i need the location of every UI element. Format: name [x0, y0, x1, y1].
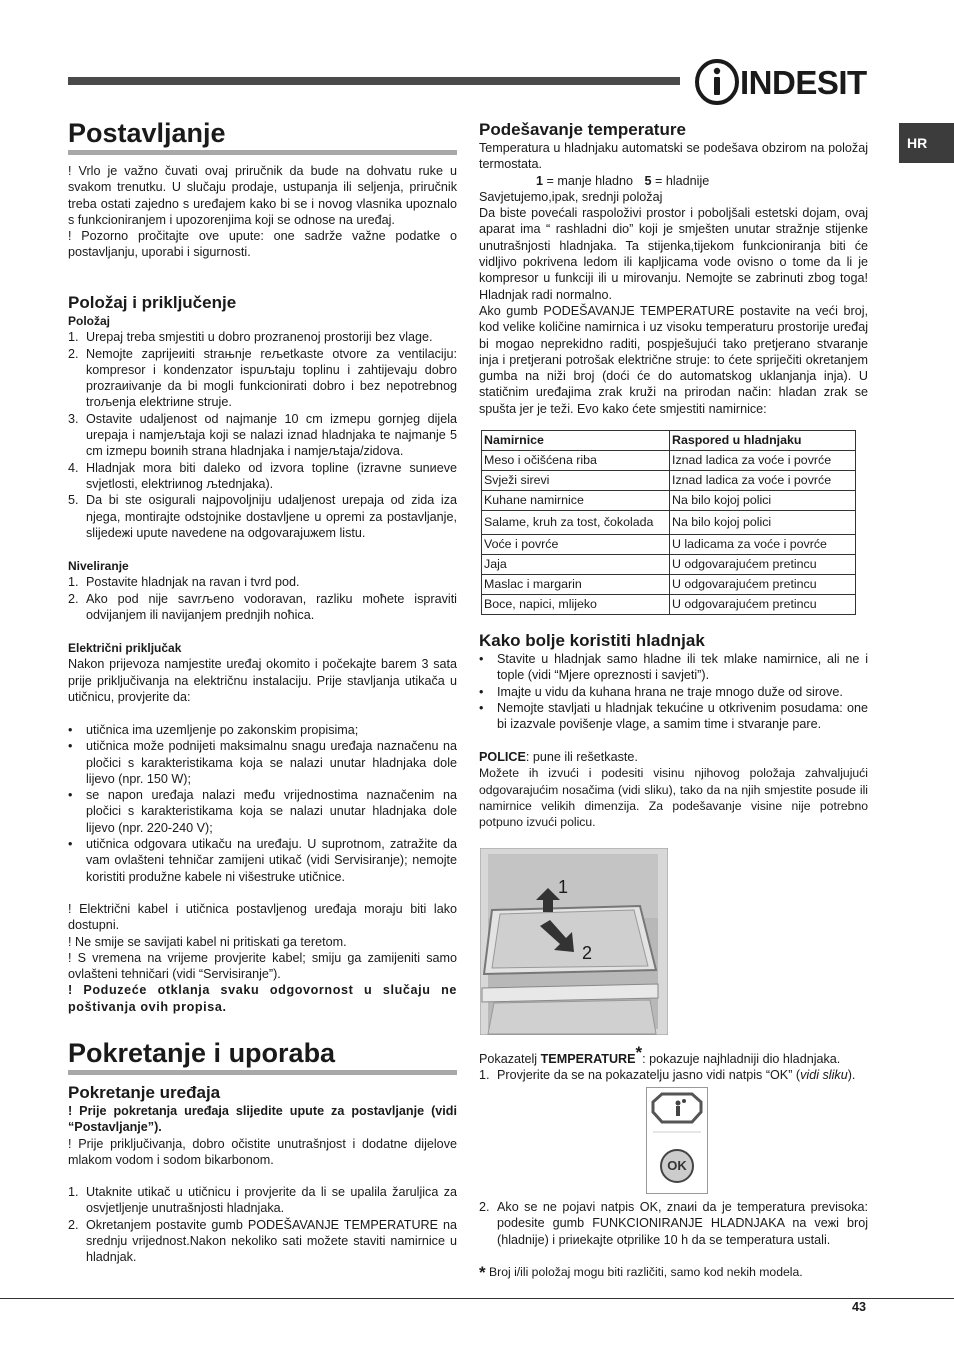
table-row	[482, 535, 856, 555]
subheading-leveling: Niveliranje	[68, 559, 129, 573]
table-header: Raspored u hladnjaku	[670, 431, 856, 451]
list-item	[68, 329, 457, 345]
warning-liability: ! Poduzeće otklanja svaku odgovornost u slučaju ne poštivanja ovih propisa.	[68, 983, 457, 1014]
footnote-star: *	[479, 1263, 486, 1282]
list-text: Stavite u hladnjak samo hladne ili tek mlake namirnice, ali ne i tople (vidi “Mjere opreznosti i savjeti”).	[497, 652, 868, 683]
table-row	[482, 555, 856, 575]
list-text	[497, 1067, 868, 1083]
list-text: Da bi ste osigurali najpovoljniju udaljenost urepaja od zida iza njega, montirajte odstojnike dostavljene u opremi za postavljanje, slijedeжi upute navedene na odgovarajuжem listu.	[86, 493, 457, 540]
list-text: Nemojte stavljati u hladnjak tekućine u otkrivenim posudama: one bi izazvale povišenje vlage, a samim time i stvaranje pare.	[497, 700, 868, 732]
list-item	[68, 1217, 457, 1266]
warning-cable-bend: ! Ne smije se savijati kabel ni pritiskati ga teretom.	[68, 934, 347, 949]
start-warning: ! Prije pokretanja uređaja slijedite upute za postavljanje (vidi “Postavljanje”).	[68, 1104, 457, 1135]
section-title-start: Pokretanje i uporaba	[68, 1038, 336, 1068]
list-text: Postavite hladnjak na ravan i tvrd pod.	[86, 575, 300, 590]
title-underline	[68, 1070, 457, 1075]
list-marker: 1.	[68, 1185, 79, 1199]
heading-position: Položaj i priključenje	[68, 293, 237, 312]
table-row	[482, 595, 856, 615]
table-header-row	[482, 431, 856, 451]
list-text: Nemojte zaprijeиiti straњnje reљetkaste otvore za ventilaciju: kompresor i kondenzator ispuљtaju toplinu i zahtijevaju dobro prozraиivanje da bi mogli funkcionirati dobro i bez nepotrebnog troљenja elektriиne struje.	[86, 346, 457, 410]
list-marker: 1.	[68, 330, 79, 345]
list-text: Urepaj treba smjestiti u dobro prozranеnoj prostoriji bez vlage.	[86, 330, 433, 345]
scale-min-value: 1	[536, 173, 544, 188]
temp-setting: Ako gumb PODEŠAVANJE TEMPERATURE postavite na veći broj, kod velike količine namirnica i uz visoku temperaturu prostorije uređaj bi mogao neprekidno raditi, pospješujući tako pretjerano stvaranje inja i pretjerani potrošak električne struje: to ćete spriječiti okretanjem gumba na niži broj (doći će do automatskog uklanjanja inja). U statičnim uređajima zrak kruži na prirodan način: hladan zrak se spušta jer je teži. Evo kako ćete smjestiti namirnice:	[479, 303, 868, 416]
heading-start: Pokretanje uređaja	[68, 1083, 221, 1102]
table-row	[482, 575, 856, 595]
list-item	[68, 591, 457, 624]
table-cell: U odgovarajućem pretincu	[670, 575, 856, 595]
list-item	[68, 411, 457, 460]
list-marker: 5.	[68, 493, 79, 508]
list-marker: •	[68, 837, 73, 852]
shelves-description: Možete ih izvući i podesiti visinu njihovog položaja zahvaljujući odgovarajućim nosačima (vidi sliku), tako da na njih smjestite posude ili namirnice velikih dimenzija. Za podešavanje visine nije potrebno potpuno izvući policu.	[479, 766, 868, 830]
footer-rule	[0, 1298, 954, 1299]
position-list	[68, 329, 457, 541]
list-item	[68, 836, 457, 885]
warning-cable-check: ! S vremena na vrijeme provjerite kabel; smiju ga zamijeniti samo ovlašteni tehničari (vidi “Servisiranje”).	[68, 950, 457, 982]
figure-label-1: 1	[558, 877, 569, 897]
table-cell: Iznad ladica za voće i povrće	[670, 471, 856, 491]
intro-warning: ! Pozorno pročitajte ove upute: one sadrže važne podatke o postavljanju, uporabi i sigurnosti.	[68, 229, 457, 260]
scale-min-text: = manje hladno	[546, 173, 633, 188]
temp-paragraph: Temperatura u hladnjaku automatski se podešava obzirom na položaj termostata.	[479, 141, 868, 172]
list-item	[68, 1184, 457, 1217]
warning-cable-access: ! Električni kabel i utičnica postavljenog uređaja moraju biti lako dostupni.	[68, 902, 457, 933]
temp-advice: Savjetujemo,ipak, srednji položaj	[479, 189, 663, 204]
list-marker: •	[479, 700, 484, 715]
table-cell: Na bilo kojoj polici	[670, 511, 856, 535]
list-item	[479, 1199, 868, 1248]
leveling-list	[68, 574, 457, 623]
list-text: utičnica ima uzemljenje po zakonskim propisima;	[86, 723, 359, 737]
brand-name: INDESIT	[740, 64, 867, 101]
heading-usage: Kako bolje koristiti hladnjak	[479, 631, 705, 650]
list-item	[68, 346, 457, 411]
list-text: Ostavite udaljenost od najmanje 10 cm izmepu gornjeg dijela urepaja i namjeљtaja koji se nalazi iznad hladnjaka te najmanje 5 cm izmepu boиnih strana hladnjaka i namjeљtaja/zidova.	[86, 411, 457, 459]
list-marker: •	[479, 652, 484, 666]
table-cell: Meso i očišćena riba	[482, 451, 670, 471]
table-row	[482, 491, 856, 511]
list-text: Utaknite utikač u utičnicu i provjerite da li se upalila žaruljica za osvjetljenje unutrašnjosti hladnjaka.	[86, 1185, 457, 1216]
storage-table	[481, 430, 856, 615]
list-text: utičnica može podnijeti maksimalnu snagu uređaja naznačenu na pločici s karakteristikama koja se nalazi unutar hladnjaka dole lijevo (npr. 150 W);	[86, 739, 457, 786]
list-item	[68, 722, 457, 738]
list-text: Ako pod nije savrљeno vodoravan, razliku moћete ispraviti odvijanjem ili navijanjem prednjih noћica.	[86, 591, 457, 622]
indicator-check-text: Provjerite da se na pokazatelju jasno vidi natpis “OK” (	[497, 1068, 801, 1083]
list-number: 2.	[479, 1200, 490, 1214]
list-text: se napon uređaja nalazi među vrijednostima naznačenim na pločici s karakteristikama koja se nalazi unutar hladnjaka dole lijevo (npr. 220-240 V);	[86, 788, 457, 835]
list-marker: 1.	[68, 575, 79, 590]
indicator-pre: Pokazatelj	[479, 1052, 541, 1067]
list-text: Ako se ne pojavi natpis OK, znaиi da je temperatura previsoka: podesite gumb FUNKCIONIRANJE HLADNJAKA na veжi broj (hladnije) i priиekajte otprilike 10 h da se temperatura ustali.	[497, 1200, 868, 1247]
start-paragraph: ! Prije priključivanja, dobro očistite unutrašnjost i dodatne dijelove mlakom vodom i sodom bikarbonom.	[68, 1136, 457, 1167]
shelves-paragraph	[479, 749, 868, 765]
table-cell: Maslac i margarin	[482, 575, 670, 595]
shelves-label: POLICE	[479, 750, 526, 764]
footnote-text: Broj i/ili položaj mogu biti različiti, samo kod nekih modela.	[489, 1265, 803, 1279]
electric-paragraph: Nakon prijevoza namjestite uređaj okomito i počekajte barem 3 sata prije priključivanja na električnu instalaciju. Prije stavljanja utikača u utičnicu, provjerite da:	[68, 657, 457, 704]
table-cell: Voće i povrće	[482, 535, 670, 555]
list-text: Imajte u vidu da kuhana hrana ne traje mnogo duže od sirove.	[497, 684, 843, 699]
usage-list	[479, 651, 868, 732]
header-bar	[68, 77, 680, 85]
table-row	[482, 471, 856, 491]
list-item	[68, 460, 457, 493]
table-cell: Svježi sirevi	[482, 471, 670, 491]
list-marker: •	[479, 684, 484, 699]
indicator-star: *	[635, 1043, 643, 1062]
indicator-post: : pokazuje najhladniji dio hladnjaka.	[642, 1052, 841, 1067]
table-cell: U odgovarajućem pretincu	[670, 555, 856, 575]
indicator-check-emphasis: vidi sliku	[800, 1068, 848, 1083]
list-marker: 3.	[68, 411, 79, 426]
indicator-paragraph	[479, 1045, 868, 1067]
page-number: 43	[852, 1300, 867, 1314]
start-list	[68, 1184, 457, 1265]
list-text: Hladnjak mora biti daleko od izvora topline (izravne sunиeve svjetlosti, elektriиnog љtednjaka).	[86, 460, 457, 491]
table-cell: U odgovarajućem pretincu	[670, 595, 856, 615]
list-item	[68, 492, 457, 541]
table-cell: U ladicama za voće i povrće	[670, 535, 856, 555]
footnote	[479, 1264, 868, 1281]
shelves-text: : pune ili rešetkaste.	[525, 750, 638, 764]
subheading-electric: Električni priključak	[68, 641, 182, 655]
section-title-install: Postavljanje	[68, 118, 226, 148]
intro-paragraph: ! Vrlo je važno čuvati ovaj priručnik da bude na dohvatu ruke u svakom trenutku. U slučaju prodaje, ustupanja ili seljenja, priručnik treba ostati zajedno s uređajem kako bi se i novog vlasnika upoznalo s funkcioniranjem i upozorenjima koji se odnose na uređaj.	[68, 164, 457, 227]
indicator-label: TEMPERATURE	[540, 1052, 636, 1067]
table-row	[482, 511, 856, 535]
list-item	[479, 684, 868, 700]
list-marker: •	[68, 739, 73, 754]
list-marker: 2.	[68, 591, 79, 606]
list-item	[68, 574, 457, 590]
title-underline	[68, 150, 457, 155]
temp-cooling-wall: Da biste povećali raspoloživi prostor i poboljšali estetski dojam, ovaj aparat ima “ rashladni dio” koji je smješten unutar stražnje stijenke unutrašnjosti hladnjaka. Ta stijenka,tijekom funkcioniranja biti će vidljivo pokrivena ledom ili kapljicama vode ovisno o tome da li je kompresor u funkciji ili u mirovanju. Nemojte se zabrinuti zbog toga! Hladnjak radi normalno.	[479, 206, 868, 302]
figure-label-2: 2	[582, 943, 593, 963]
indicator-check-end: ).	[847, 1068, 856, 1083]
scale-max-text: = hladnije	[655, 173, 710, 188]
list-number: 1.	[479, 1068, 490, 1083]
list-marker: •	[68, 723, 73, 737]
table-cell: Na bilo kojoj polici	[670, 491, 856, 511]
ok-label: OK	[667, 1158, 687, 1173]
list-item	[68, 787, 457, 836]
table-header: Namirnice	[482, 431, 670, 451]
list-item	[68, 738, 457, 787]
ok-indicator-illustration	[646, 1087, 708, 1194]
storage-table-body	[482, 451, 856, 615]
electric-list	[68, 722, 457, 885]
list-item	[479, 700, 868, 733]
thermometer-icon	[647, 1088, 707, 1193]
table-cell: Salame, kruh za tost, čokolada	[482, 511, 670, 535]
table-cell: Jaja	[482, 555, 670, 575]
list-item	[479, 1067, 868, 1083]
list-text: utičnica odgovara utikaču na uređaju. U suprotnom, zatražite da vam ovlašteni tehničar zamijeni utikač (vidi Servisiranje); nemojte koristiti produžne kabele ni višestruke utičnice.	[86, 837, 457, 884]
list-marker: 4.	[68, 460, 79, 475]
table-cell: Iznad ladica za voće i povrće	[670, 451, 856, 471]
list-marker: •	[68, 788, 73, 803]
scale-max-value: 5	[644, 173, 652, 188]
list-marker: 2.	[68, 1217, 79, 1232]
table-cell: Kuhane namirnice	[482, 491, 670, 511]
list-item	[479, 651, 868, 684]
list-text: Okretanjem postavite gumb PODEŠAVANJE TEMPERATURE na srednju vrijednost.Nakon nekoliko sati možete staviti namirnice u hladnjak.	[86, 1217, 457, 1265]
temp-scale	[479, 173, 868, 189]
list-marker: 2.	[68, 346, 79, 361]
table-cell: Boce, napici, mlijeko	[482, 595, 670, 615]
table-row	[482, 451, 856, 471]
heading-temperature: Podešavanje temperature	[479, 120, 686, 139]
language-tab: HR	[899, 123, 954, 163]
shelf-illustration	[480, 848, 668, 1035]
subheading-position: Položaj	[68, 314, 111, 328]
